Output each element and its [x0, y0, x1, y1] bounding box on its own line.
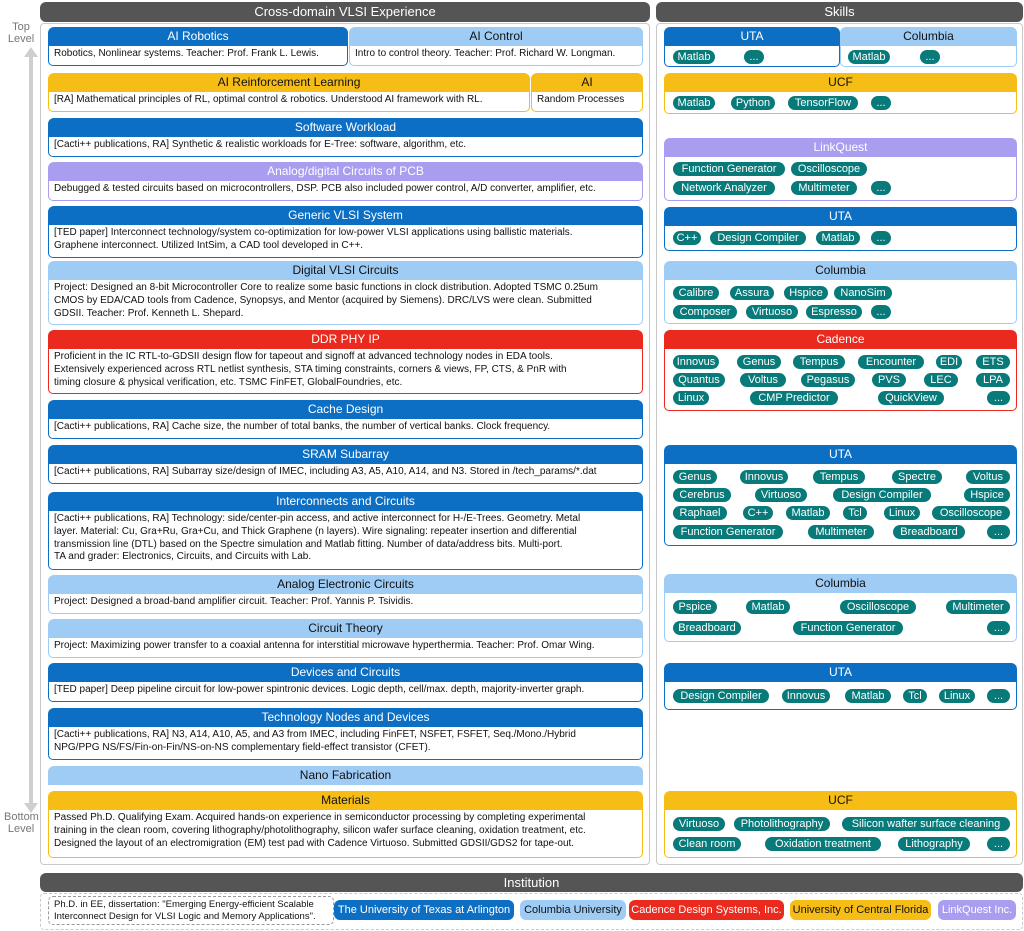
skill-tag: Breadboard [673, 621, 741, 635]
skill-s5-title: Columbia [664, 261, 1017, 279]
exp-dc-desc [48, 681, 643, 702]
exp-pcb-desc [48, 180, 643, 201]
exp-mat-line: Designed the layout of an electromigration (EM) test pad with Cadence Virtuoso. Submitted GDSII/GDS2 for tape-out. [54, 837, 575, 849]
skill-s8-title: Columbia [664, 574, 1017, 592]
skill-tag: ... [987, 621, 1010, 635]
skill-tag: Photolithography [734, 817, 830, 831]
skill-tag: Calibre [673, 286, 719, 300]
skill-tag: Silicon wafter surface cleaning [842, 817, 1010, 831]
exp-dvc-title: Digital VLSI Circuits [48, 261, 643, 279]
exp-ic-line: TA and grader: Electronics, Circuits, and Circuits with Lab. [54, 551, 312, 563]
exp-ic-line: [Cacti++ publications, RA] Technology: side/center-pin access, and active interconnect for H-/E-Trees. Geometry. Metal [54, 513, 581, 524]
exp-sram-title: SRAM Subarray [48, 445, 643, 463]
exp-r1b-desc [349, 45, 643, 66]
exp-cache-desc [48, 418, 643, 439]
exp-cache-title: Cache Design [48, 400, 643, 418]
exp-gvs-line: [TED paper] Interconnect technology/system co-optimization for low-power VLSI applications using ballistic materials. [54, 227, 573, 238]
skill-tag: ... [987, 837, 1010, 851]
skill-s1b-title: Columbia [840, 27, 1017, 45]
skill-s6-title: Cadence [664, 330, 1017, 348]
skill-tag: LEC [924, 373, 958, 387]
skill-tag: Tempus [813, 470, 865, 484]
exp-ct-desc [48, 637, 643, 658]
skill-tag: Function Generator [673, 525, 783, 539]
skill-tag: Oscilloscope [840, 600, 916, 614]
skill-tag: Innovus [740, 470, 788, 484]
exp-aec-title: Analog Electronic Circuits [48, 575, 643, 593]
exp-aec-line: Project: Designed a broad-band amplifier circuit. Teacher: Prof. Yannis P. Tsividis. [54, 596, 414, 607]
skill-tag: Multimeter [791, 181, 857, 195]
skill-tag: Multimeter [946, 600, 1010, 614]
skill-tag: Matlab [746, 600, 790, 614]
skill-tag: Oscilloscope [791, 162, 867, 176]
skill-tag: Oxidation treatment [765, 837, 881, 851]
exp-dc-line: [TED paper] Deep pipeline circuit for low-power spintronic devices. Logic depth, cell/max. depth, majority-inverter graph. [54, 684, 585, 695]
exp-r1a-title: AI Robotics [48, 27, 348, 45]
skill-tag: Matlab [673, 50, 715, 64]
skill-tag: ETS [976, 355, 1010, 369]
skill-tag: Matlab [848, 50, 890, 64]
skill-s7-title: UTA [664, 445, 1017, 463]
exp-mat-desc [48, 809, 643, 858]
level-axis-arrow [23, 47, 39, 813]
exp-aec-desc [48, 593, 643, 614]
exp-pcb-line: Debugged & tested circuits based on microcontrollers, DSP. PCB also included power control, A/D converter, amplifier, etc. [54, 183, 596, 194]
skill-tag: Linux [673, 391, 709, 405]
exp-r2a-desc [48, 91, 530, 112]
skill-tag: Design Compiler [833, 488, 931, 502]
skill-tag: PVS [872, 373, 906, 387]
phd-dissertation [48, 896, 334, 925]
skill-tag: Linux [884, 506, 920, 520]
skill-tag: Matlab [816, 231, 860, 245]
skill-tag: Spectre [892, 470, 942, 484]
exp-r1b-line: Intro to control theory. Teacher: Prof. Richard W. Longman. [355, 48, 616, 59]
skill-tag: Quantus [673, 373, 725, 387]
skill-tag: Function Generator [793, 621, 903, 635]
skill-tag: Linux [939, 689, 975, 703]
institution-uta: The University of Texas at Arlington [334, 900, 514, 920]
skill-tag: Genus [737, 355, 781, 369]
exp-mat-title: Materials [48, 791, 643, 809]
skill-tag: NanoSim [834, 286, 892, 300]
exp-ct-title: Circuit Theory [48, 619, 643, 637]
skill-tag: Encounter [858, 355, 924, 369]
skill-tag: Pegasus [801, 373, 855, 387]
skill-tag: C++ [743, 506, 773, 520]
bottom-level-label: Bottom Level [4, 811, 39, 835]
skill-tag: Multimeter [808, 525, 874, 539]
skill-tag: Clean room [673, 837, 741, 851]
exp-tnd-desc [48, 726, 643, 760]
exp-sram-line: [Cacti++ publications, RA] Subarray size/design of IMEC, including A3, A5, A10, A14, and N3. Stored in /tech_params/*.dat [54, 466, 597, 477]
skill-tag: Lithography [898, 837, 970, 851]
skill-tag: C++ [673, 231, 701, 245]
skill-tag: Raphael [673, 506, 727, 520]
exp-dc-title: Devices and Circuits [48, 663, 643, 681]
skill-tag: Tcl [843, 506, 867, 520]
skill-tag: Breadboard [893, 525, 965, 539]
exp-gvs-line: Graphene interconnect. Utilized IntSim, a CAD tool developed in C++. [54, 239, 364, 251]
exp-r2a-line: [RA] Mathematical principles of RL, optimal control & robotics. Understood AI framework with RL. [54, 94, 483, 105]
exp-dvc-line: CMOS by EDA/CAD tools from Cadence, Synopsys, and Mentor (acquired by Siemens). DRC/LVS were clean. Submitted [54, 294, 592, 306]
exp-ic-title: Interconnects and Circuits [48, 492, 643, 510]
exp-sw-desc [48, 136, 643, 157]
institution-ucf: University of Central Florida [790, 900, 931, 920]
exp-nf-title: Nano Fabrication [48, 766, 643, 785]
skill-tag: ... [987, 525, 1010, 539]
skill-tag: ... [987, 689, 1010, 703]
exp-dvc-line: Project: Designed an 8-bit Microcontroller Core to realize some basic functions in clock distribution. Adopted TSMC 0.25um [54, 282, 598, 293]
exp-mat-line: Passed Ph.D. Qualifying Exam. Acquired hands-on experience in semiconductor processing by completing experimental [54, 812, 586, 823]
institution-linkquest: LinkQuest Inc. [938, 900, 1016, 920]
exp-mat-line: training in the clean room, covering lithography/photolithography, silicon wafer surface cleaning, oxidation treatment, etc. [54, 824, 586, 836]
skill-s3-title: LinkQuest [664, 138, 1017, 156]
skills-header: Skills [656, 2, 1023, 22]
skill-tag: Assura [730, 286, 774, 300]
skill-tag: ... [744, 50, 764, 64]
exp-r2b-desc [531, 91, 643, 112]
exp-tnd-title: Technology Nodes and Devices [48, 708, 643, 726]
skill-tag: ... [871, 231, 891, 245]
skill-tag: Python [731, 96, 775, 110]
skill-tag: Matlab [845, 689, 891, 703]
skill-tag: Network Analyzer [673, 181, 775, 195]
skill-tag: Innovus [782, 689, 830, 703]
exp-r2b-line: Random Processes [537, 94, 625, 105]
skill-tag: Voltus [740, 373, 786, 387]
exp-dvc-line: GDSII. Teacher: Prof. Kenneth L. Shepard. [54, 307, 244, 319]
skill-s9-title: UTA [664, 663, 1017, 681]
skill-s10-title: UCF [664, 791, 1017, 809]
exp-pcb-title: Analog/digital Circuits of PCB [48, 162, 643, 180]
experience-header: Cross-domain VLSI Experience [40, 2, 650, 22]
exp-r1a-line: Robotics, Nonlinear systems. Teacher: Prof. Frank L. Lewis. [54, 48, 319, 59]
exp-ic-line: layer. Material: Cu, Gra+Ru, Gra+Cu, and Thick Graphene (n layers). Wire signaling: repeater insertion and differential [54, 525, 577, 537]
exp-sw-line: [Cacti++ publications, RA] Synthetic & realistic workloads for E-Tree: software, algorithm, etc. [54, 139, 467, 150]
exp-sw-title: Software Workload [48, 118, 643, 136]
exp-ddr-line: Extensively experienced across RTL netlist synthesis, STA timing constraints, corners & views, FP, CTS, & PnR with [54, 363, 567, 375]
skill-tag: QuickView [878, 391, 944, 405]
skill-tag: ... [871, 181, 891, 195]
skill-tag: Voltus [966, 470, 1010, 484]
skill-tag: Espresso [806, 305, 862, 319]
top-level-label: Top Level [7, 21, 35, 45]
skill-tag: Virtuoso [673, 817, 725, 831]
skill-tag: Matlab [673, 96, 715, 110]
exp-sram-desc [48, 463, 643, 484]
skill-tag: Function Generator [673, 162, 785, 176]
skill-tag: ... [871, 305, 891, 319]
skill-s4-title: UTA [664, 207, 1017, 225]
skill-tag: LPA [976, 373, 1010, 387]
exp-ddr-desc [48, 348, 643, 394]
exp-ic-desc [48, 510, 643, 570]
skill-tag: Tempus [793, 355, 845, 369]
skill-tag: Design Compiler [710, 231, 806, 245]
exp-tnd-line: [Cacti++ publications, RA] N3, A14, A10, A5, and A3 from IMEC, including FinFET, NSFET, FSFET, Seq./Mono./Hybrid [54, 729, 576, 740]
exp-r1b-title: AI Control [349, 27, 643, 45]
skill-tag: Pspice [673, 600, 717, 614]
exp-ddr-line: timing closure & physical verification, etc. TSMC FinFET, GlobalFoundries, etc. [54, 376, 403, 388]
skill-s1a-title: UTA [664, 27, 840, 45]
skill-tag: TensorFlow [788, 96, 858, 110]
exp-tnd-line: NPG/PPG NS/FS/Fin-on-Fin/NS-on-NS complementary field-effect transistor (CFET). [54, 741, 431, 753]
institution-cadence: Cadence Design Systems, Inc. [629, 900, 784, 920]
phd-line-2: Interconnect Design for VLSI Logic and Memory Applications". [54, 911, 316, 922]
skill-tag: Composer [673, 305, 737, 319]
exp-ct-line: Project: Maximizing power transfer to a coaxial antenna for interstitial microwave hyperthermia. Teacher: Prof. Omar Wing. [54, 640, 595, 651]
skill-tag: Cerebrus [673, 488, 731, 502]
skill-tag: Hspice [784, 286, 828, 300]
exp-r2a-title: AI Reinforcement Learning [48, 73, 530, 91]
skill-tag: ... [920, 50, 940, 64]
phd-line-1: Ph.D. in EE, dissertation: "Emerging Energy-efficient Scalable [54, 899, 314, 910]
skill-tag: Genus [673, 470, 717, 484]
exp-dvc-desc [48, 279, 643, 325]
skill-tag: ... [871, 96, 891, 110]
skill-tag: CMP Predictor [750, 391, 838, 405]
skill-tag: Innovus [673, 355, 719, 369]
exp-gvs-title: Generic VLSI System [48, 206, 643, 224]
skill-s2-title: UCF [664, 73, 1017, 91]
institution-header: Institution [40, 873, 1023, 892]
skill-tag: Oscilloscope [932, 506, 1010, 520]
exp-r2b-title: AI [531, 73, 643, 91]
exp-ddr-line: Proficient in the IC RTL-to-GDSII design flow for tapeout and signoff at advanced technology nodes in EDA tools. [54, 351, 553, 362]
skill-tag: Matlab [786, 506, 830, 520]
institution-columbia: Columbia University [520, 900, 626, 920]
exp-r1a-desc [48, 45, 348, 66]
exp-gvs-desc [48, 224, 643, 258]
skill-tag: Tcl [903, 689, 927, 703]
skill-tag: Virtuoso [746, 305, 798, 319]
exp-ic-line: transmission line (DTL) based on the Spectre simulation and Matlab fitting. Number of data/address bits. Multi-port. [54, 538, 563, 550]
exp-cache-line: [Cacti++ publications, RA] Cache size, the number of total banks, the number of vertical banks. Clock frequency. [54, 421, 551, 432]
skill-tag: ... [987, 391, 1010, 405]
skill-tag: Design Compiler [673, 689, 769, 703]
skill-tag: Hspice [964, 488, 1010, 502]
skill-tag: Virtuoso [755, 488, 807, 502]
skill-tag: EDI [936, 355, 962, 369]
exp-ddr-title: DDR PHY IP [48, 330, 643, 348]
